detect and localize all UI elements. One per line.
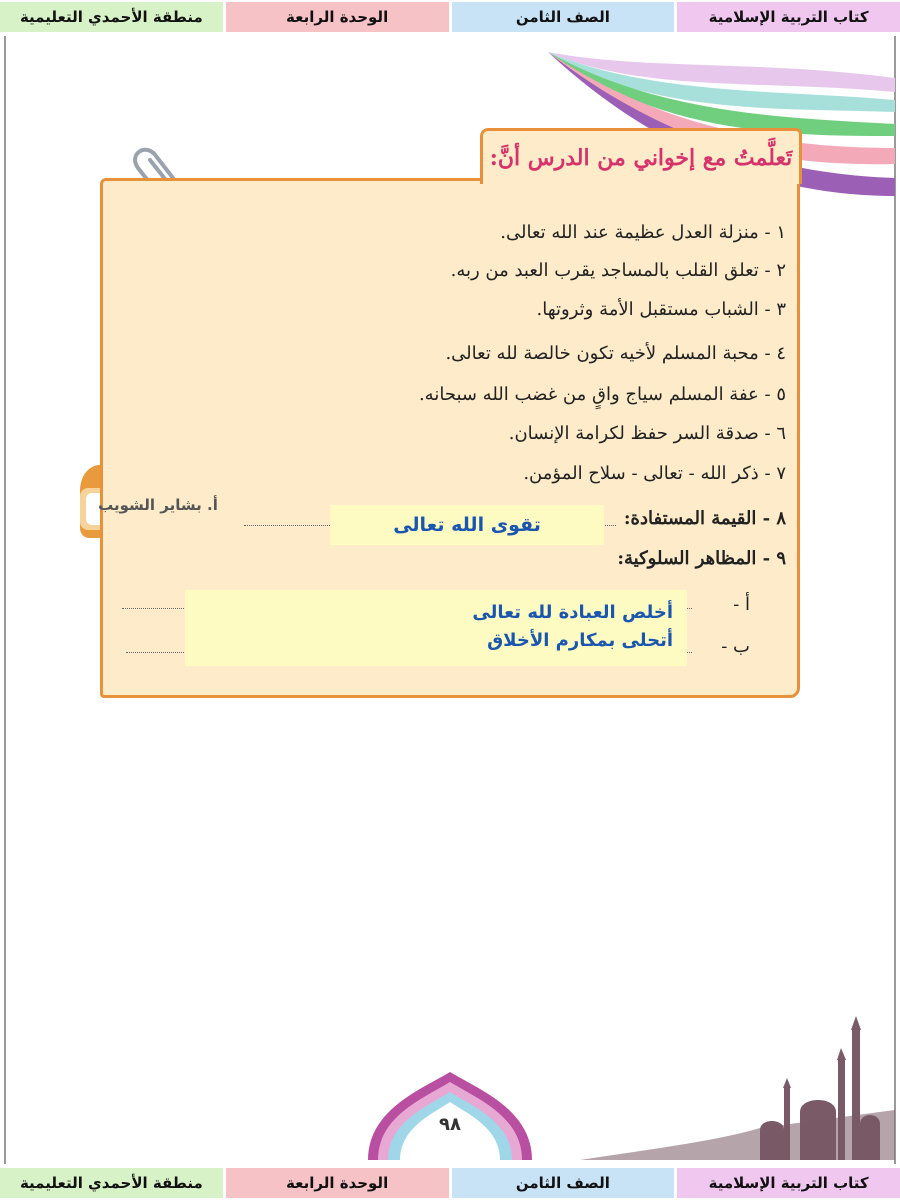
footer-region: منطقة الأحمدي التعليمية <box>0 1168 223 1198</box>
behaviors-answer-box[interactable] <box>185 590 687 666</box>
page-number: ٩٨ <box>439 1114 461 1135</box>
footer-unit: الوحدة الرابعة <box>226 1168 449 1198</box>
footer-book: كتاب التربية الإسلامية <box>677 1168 900 1198</box>
header-region: منطقة الأحمدي التعليمية <box>0 2 223 32</box>
value-answer-text: تقوى الله تعالى <box>393 514 541 536</box>
value-label: ٨ - القيمة المستفادة: <box>623 508 786 529</box>
header-book: كتاب التربية الإسلامية <box>677 2 900 32</box>
lesson-item-6: ٦ - صدقة السر حفظ لكرامة الإنسان. <box>508 423 786 444</box>
lesson-item-2: ٢ - تعلق القلب بالمساجد يقرب العبد من ربه. <box>450 260 786 281</box>
behavior-a-answer: أخلص العبادة لله تعالى <box>472 602 673 623</box>
behavior-b-label: ب - <box>721 636 750 657</box>
behavior-b-answer: أتحلى بمكارم الأخلاق <box>487 630 673 651</box>
section-title: تَعلَّمتُ مع إخواني من الدرس أنَّ: <box>489 144 793 171</box>
footer-strip <box>0 1166 900 1200</box>
teacher-name: أ. بشاير الشويب <box>98 496 218 514</box>
lesson-item-7: ٧ - ذكر الله - تعالى - سلاح المؤمن. <box>523 463 786 484</box>
lesson-item-3: ٣ - الشباب مستقبل الأمة وثروتها. <box>536 299 786 320</box>
lesson-item-4: ٤ - محبة المسلم لأخيه تكون خالصة لله تعالى. <box>445 343 786 364</box>
header-grade: الصف الثامن <box>452 2 675 32</box>
lesson-item-5: ٥ - عفة المسلم سياج واقٍ من غضب الله سبحانه. <box>418 384 786 405</box>
behaviors-label: ٩ - المظاهر السلوكية: <box>617 548 786 569</box>
value-answer[interactable] <box>330 505 604 545</box>
lesson-item-1: ١ - منزلة العدل عظيمة عند الله تعالى. <box>500 222 786 243</box>
behavior-a-label: أ - <box>733 594 750 615</box>
mosque-silhouette <box>580 1016 895 1160</box>
footer-grade: الصف الثامن <box>452 1168 675 1198</box>
header-unit: الوحدة الرابعة <box>226 2 449 32</box>
title-tab-joint <box>483 176 799 184</box>
